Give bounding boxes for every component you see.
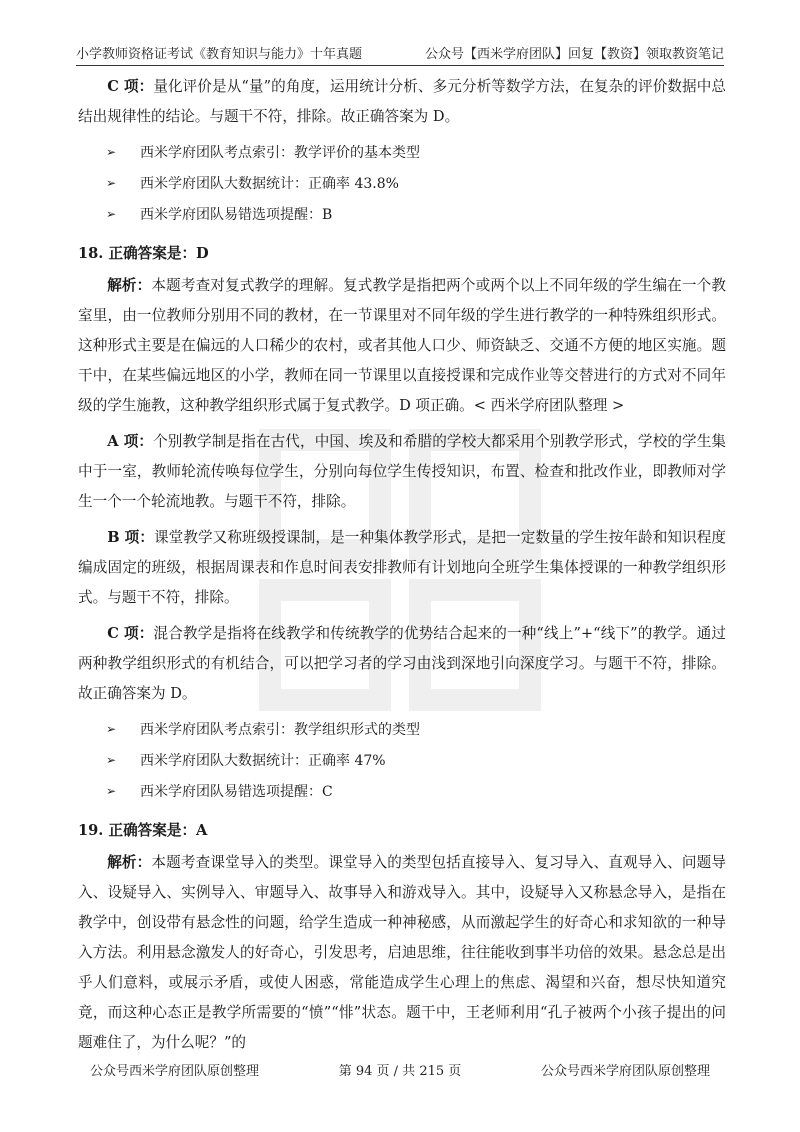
header-left-title: 小学教师资格证考试《教育知识与能力》十年真题 <box>76 47 363 62</box>
option-b-text: 课堂教学又称班级授课制，是一种集体教学形式，是把一定数量的学生按年龄和知识程度编成固定的班级，根据周课表和作息时间表安排教师有计划地向全班学生集体授课的一种教学组织形式。与题干不符，排除。 <box>78 529 726 606</box>
footer-left: 公众号西米学府团队原创整理 <box>90 1064 260 1079</box>
page-number: 第 94 页 / 共 215 页 <box>338 1064 462 1079</box>
q17-option-c <box>78 72 726 132</box>
q18-option-a <box>78 427 726 517</box>
analysis-text: 本题考查课堂导入的类型。课堂导入的类型包括直接导入、复习导入、直观导入、问题导入、设疑导入、实例导入、审题导入、故事导入和游戏导入。其中，设疑导入又称悬念导入，是指在教学中，创设带有悬念性的问题，给学生造成一种神秘感，从而激起学生的好奇心和求知欲的一种导入方法。利用悬念激发人的好奇心，引发思考，启迪思维，往往能收到事半功倍的效果。悬念总是出乎人们意料，或展示矛盾，或使人困惑，常能造成学生心理上的焦虑、渴望和兴奋，想尽快知道究竟，而这种心态正是教学所需要的“愤”“悱”状态。题干中，王老师利用“孔子被两个小孩子提出的问题难住了，为什么呢？”的 <box>78 854 726 1051</box>
q18-heading: 18. 正确答案是：D <box>78 245 209 262</box>
option-a-label: A 项： <box>107 433 154 450</box>
footer-right: 公众号西米学府团队原创整理 <box>540 1064 710 1079</box>
bullet-item: ➢ 西米学府团队易错选项提醒：B <box>106 206 333 223</box>
arrow-bullet-icon: ➢ <box>106 752 117 767</box>
q18-option-b <box>78 523 726 613</box>
arrow-bullet-icon: ➢ <box>106 783 117 798</box>
option-c-label: C 项： <box>107 78 154 95</box>
q17-bullet-list <box>78 136 726 229</box>
analysis-label: 解析： <box>107 277 152 294</box>
header-divider <box>76 65 724 66</box>
bullet-item: ➢ 西米学府团队考点索引：教学评价的基本类型 <box>106 144 420 161</box>
option-a-text: 个别教学制是指在古代，中国、埃及和希腊的学校大都采用个别教学形式，学校的学生集中于一室，教师轮流传唤每位学生，分别向每位学生传授知识，布置、检查和批改作业，即教师对学生一个一个轮流地教。与题干不符，排除。 <box>78 433 726 510</box>
arrow-bullet-icon: ➢ <box>106 721 117 736</box>
q18-bullet-list <box>78 713 726 806</box>
option-c-label: C 项： <box>107 625 154 642</box>
arrow-bullet-icon: ➢ <box>106 206 117 221</box>
bullet-item: ➢ 西米学府团队大数据统计：正确率 43.8% <box>106 175 399 192</box>
q19-analysis <box>78 848 726 1058</box>
arrow-bullet-icon: ➢ <box>106 175 117 190</box>
q18-option-c <box>78 619 726 709</box>
option-c-text: 混合教学是指将在线教学和传统教学的优势结合起来的一种“线上”+“线下”的教学。通过两种教学组织形式的有机结合，可以把学习者的学习由浅到深地引向深度学习。与题干不符，排除。故正确答案为 D。 <box>78 625 727 702</box>
arrow-bullet-icon: ➢ <box>106 144 117 159</box>
bullet-item: ➢ 西米学府团队大数据统计：正确率 47% <box>106 752 386 769</box>
page-footer <box>90 1060 710 1079</box>
bullet-item: ➢ 西米学府团队考点索引：教学组织形式的类型 <box>106 721 420 738</box>
q18-analysis <box>78 271 726 421</box>
option-b-label: B 项： <box>107 529 155 546</box>
analysis-text: 本题考查对复式教学的理解。复式教学是指把两个或两个以上不同年级的学生编在一个教室里，由一位教师分别用不同的教材，在一节课里对不同年级的学生进行教学的一种特殊组织形式。这种形式主要是在偏远的人口稀少的农村，或者其他人口少、师资缺乏、交通不方便的地区实施。题干中，在某些偏远地区的小学，教师在同一节课里以直接授课和完成作业等交替进行的方式对不同年级的学生施教，这种教学组织形式属于复式教学。D 项正确。< 西米学府团队整理 > <box>78 277 726 414</box>
header-right-note: 公众号【西米学府团队】回复【教资】领取教资笔记 <box>424 47 724 62</box>
option-c-text: 量化评价是从“量”的角度，运用统计分析、多元分析等数学方法，在复杂的评价数据中总结出规律性的结论。与题干不符，排除。故正确答案为 D。 <box>78 78 726 125</box>
bullet-item: ➢ 西米学府团队易错选项提醒：C <box>106 783 333 800</box>
page-header <box>76 40 724 62</box>
page-content <box>78 72 726 1058</box>
analysis-label: 解析： <box>107 854 152 871</box>
q19-heading: 19. 正确答案是：A <box>78 822 208 839</box>
